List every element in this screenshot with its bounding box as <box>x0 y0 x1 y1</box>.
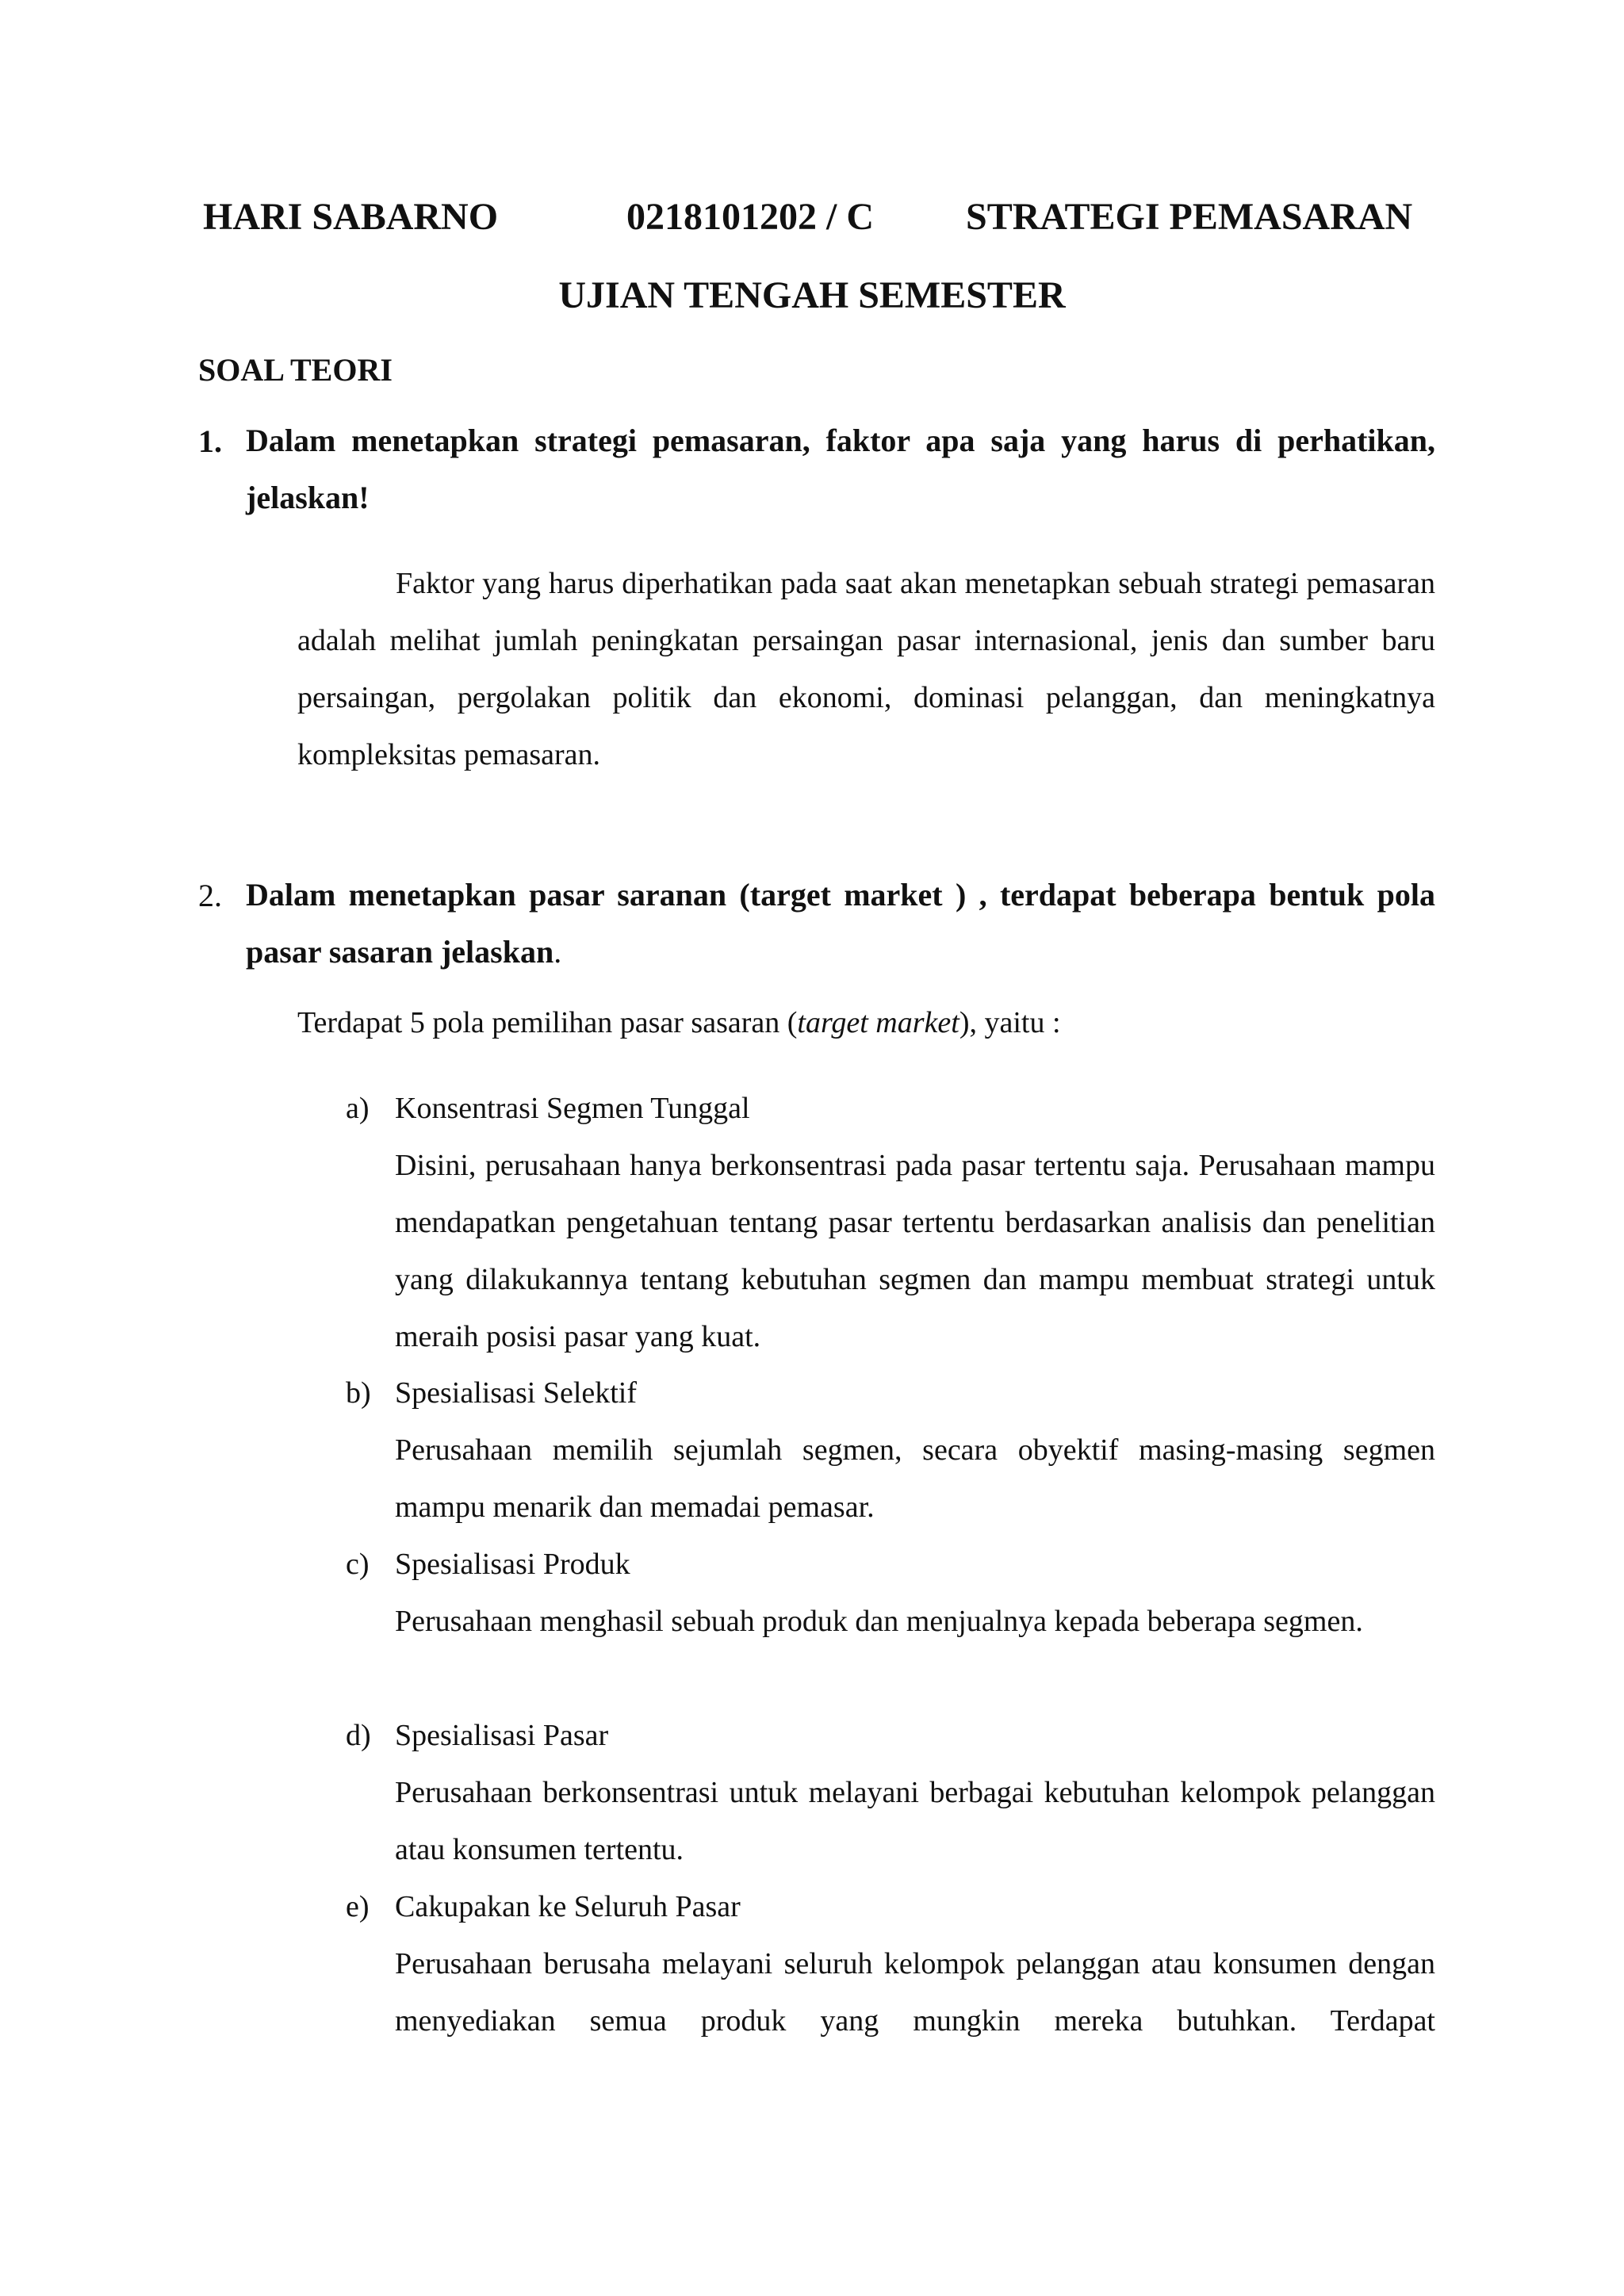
option-c-desc: Perusahaan menghasil sebuah produk dan menjualnya kepada beberapa segmen. <box>395 1605 1363 1638</box>
option-e-title: Cakupakan ke Seluruh Pasar <box>395 1890 741 1923</box>
option-e-letter: e) <box>346 1890 370 1923</box>
answer-2-intro-b: ), yaitu : <box>959 1006 1061 1039</box>
student-name: HARI SABARNO <box>203 196 499 238</box>
option-a-desc: Disini, perusahaan hanya berkonsentrasi pada pasar tertentu saja. Perusahaan mampu mendapatkan pengetahuan tentang pasar tertentu berdasarkan analisis dan penelitian yang dilakukannya tentang kebutuhan segmen dan mampu membuat strategi untuk meraih posisi pasar yang kuat. <box>395 1149 1435 1353</box>
option-e-desc: Perusahaan berusaha melayani seluruh kelompok pelanggan atau konsumen dengan menyediakan semua produk yang mungkin mereka butuhkan. Terdapat <box>395 1947 1435 2038</box>
answer-2-intro-a: Terdapat 5 pola pemilihan pasar sasaran ( <box>297 1006 798 1039</box>
answer-2-intro <box>297 1005 1061 1040</box>
option-c-letter: c) <box>346 1548 370 1581</box>
option-d-letter: d) <box>346 1719 371 1752</box>
question-2-text-bold: Dalam menetapkan pasar saranan (target market ) , terdapat beberapa bentuk pola pasar sasaran jelaskan <box>246 877 1435 970</box>
option-c-title: Spesialisasi Produk <box>395 1548 630 1581</box>
exam-title: UJIAN TENGAH SEMESTER <box>558 274 1066 316</box>
option-d-title: Spesialisasi Pasar <box>395 1719 609 1752</box>
question-1-text: Dalam menetapkan strategi pemasaran, faktor apa saja yang harus di perhatikan, jelaskan! <box>246 423 1435 515</box>
question-2-text-end: . <box>553 934 562 970</box>
option-b-letter: b) <box>346 1376 371 1410</box>
course-name: STRATEGI PEMASARAN <box>966 196 1413 238</box>
option-a-title: Konsentrasi Segmen Tunggal <box>395 1092 750 1125</box>
option-b-desc: Perusahaan memilih sejumlah segmen, secara obyektif masing-masing segmen mampu menarik dan memadai pemasar. <box>395 1433 1435 1524</box>
student-id-class: 0218101202 / C <box>626 196 874 238</box>
option-b-title: Spesialisasi Selektif <box>395 1376 638 1410</box>
question-2-text <box>246 867 1435 981</box>
question-2-number: 2. <box>198 878 222 913</box>
section-title: SOAL TEORI <box>198 352 393 388</box>
option-d-desc: Perusahaan berkonsentrasi untuk melayani berbagai kebutuhan kelompok pelanggan atau konsumen tertentu. <box>395 1776 1435 1866</box>
question-1-number: 1. <box>198 423 222 459</box>
option-a-letter: a) <box>346 1092 370 1125</box>
question-1-answer: Faktor yang harus diperhatikan pada saat akan menetapkan sebuah strategi pemasaran adalah melihat jumlah peningkatan persaingan pasar internasional, jenis dan sumber baru persaingan, pergolakan politik dan ekonomi, dominasi pelanggan, dan meningkatnya kompleksitas pemasaran. <box>297 567 1435 771</box>
answer-2-intro-italic: target market <box>797 1006 959 1039</box>
